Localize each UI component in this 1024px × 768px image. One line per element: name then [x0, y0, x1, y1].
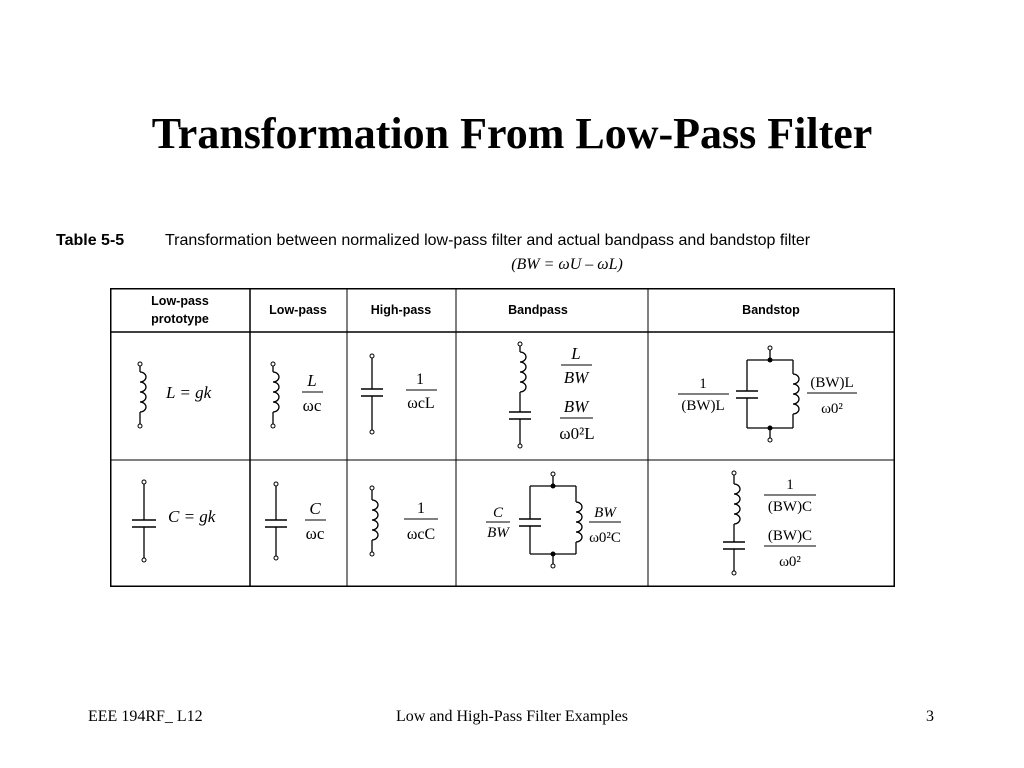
bandpass-L-value-numerator: BW — [594, 505, 616, 521]
lowpass-L-denominator: ωc — [302, 396, 322, 415]
highpass-C-denominator: ωcL — [407, 395, 435, 412]
lowpass-L-numerator: L — [307, 371, 317, 390]
footer-page-number: 3 — [926, 708, 934, 725]
footer-topic: Low and High-Pass Filter Examples — [396, 708, 628, 725]
header-lowpass: Low-pass — [269, 303, 327, 317]
bandstop-C-value-denominator: ω0² — [779, 554, 801, 570]
bandpass-C-denominator: ω0²L — [559, 424, 595, 443]
bandstop-L-numerator: (BW)L — [810, 375, 854, 391]
highpass-C-numerator: 1 — [416, 371, 424, 388]
header-prototype-line1: Low-pass — [151, 294, 209, 308]
bandpass-C-value-denominator: BW — [487, 525, 509, 541]
header-bandstop: Bandstop — [742, 303, 800, 317]
bandpass-parallel-lc-symbol — [519, 472, 582, 568]
bandstop-C-numerator: 1 — [699, 376, 707, 392]
highpass-L-numerator: 1 — [417, 500, 425, 517]
highpass-L-denominator: ωcC — [406, 526, 436, 543]
bandstop-C-value-numerator: (BW)C — [767, 528, 813, 544]
table-caption-label: Table 5-5 — [56, 232, 125, 249]
bandstop-C-denominator: (BW)L — [681, 398, 725, 414]
lowpass-capacitor-symbol — [265, 482, 287, 560]
transformation-table — [110, 288, 895, 587]
bandstop-L-value-numerator: 1 — [786, 477, 794, 493]
highpass-capacitor-symbol — [361, 354, 383, 434]
bandstop-L-value-denominator: (BW)C — [767, 499, 813, 515]
prototype-capacitor-label: C = gk — [168, 507, 216, 526]
prototype-inductor-symbol — [138, 362, 146, 428]
header-prototype-line2: prototype — [151, 312, 209, 326]
header-highpass: High-pass — [370, 303, 432, 317]
bandpass-L-numerator: L — [571, 344, 581, 363]
footer-course: EEE 194RF_ L12 — [88, 708, 203, 725]
prototype-inductor-label: L = gk — [166, 383, 212, 402]
header-bandpass: Bandpass — [508, 303, 568, 317]
bandwidth-definition — [56, 256, 1024, 274]
lowpass-inductor-symbol — [271, 362, 279, 428]
bandpass-series-lc-symbol — [509, 342, 531, 448]
bandwidth-formula: (BW = ωU – ωL) — [511, 256, 623, 273]
bandstop-parallel-lc-symbol — [736, 346, 799, 442]
bandpass-C-value-numerator: C — [492, 505, 504, 521]
bandstop-series-lc-symbol — [723, 471, 745, 575]
bandstop-L-denominator: ω0² — [821, 401, 843, 417]
prototype-capacitor-symbol — [132, 480, 156, 562]
lowpass-C-denominator: ωc — [305, 524, 325, 543]
highpass-inductor-symbol — [370, 486, 378, 556]
bandpass-C-numerator: BW — [563, 397, 589, 416]
slide-title: Transformation From Low-Pass Filter — [151, 109, 873, 158]
bandpass-L-value-denominator: ω0²C — [589, 530, 621, 546]
table-caption-text: Transformation between normalized low-pass filter and actual bandpass and bandstop filter — [165, 232, 811, 249]
lowpass-C-numerator: C — [309, 499, 321, 518]
bandpass-L-denominator: BW — [563, 368, 589, 387]
